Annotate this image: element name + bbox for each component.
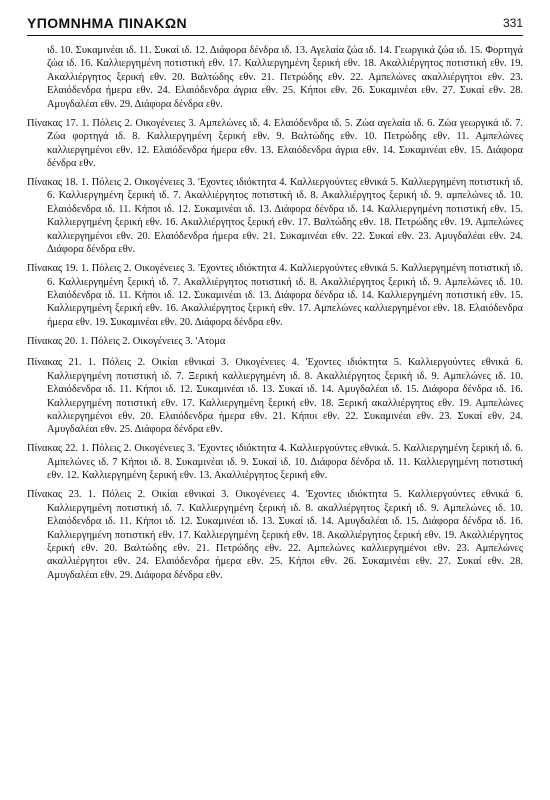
table-entry-18: Πίνακας 18. 1. Πόλεις 2. Οικογένειες 3. 'Εχοντες ιδιόκτητα 4. Καλλιεργούντες εθνικά 5. Καλλιεργημένη ποτιστική ιδ. 6. Καλλιεργημένη ξερική ιδ. 7. Ακαλλιέργητος ποτιστική ιδ. 8. Ακαλλιέργητος ξερική ιδ. 9. αμπελώνες ιδ. 10. Ελαιόδενδρα ιδ. 11. Κήποι ιδ. 12. Συκαμινέαι ιδ. 13. Διάφορα δένδρα ιδ. 14. Καλλιεργημένη ποτιστική εθν. 15. Καλλιεργημένη ξερική εθν. 16. Ακαλλιέργητος ξερική εθν. 17. Βαλτώδης εθν. 18. Πετρώδης εθν. 19. Αμπελώνες καλλιεργημένοι εθν. 20. Ελαιόδενδρα ήμερα εθν. 21. Συκαμινέαι εθν. 22. Συκαί εθν. 23. Αμυγδαλέαι εθν. 24. Διάφορα δένδρα εθν. [27,177,523,256]
continued-entry: ιδ. 10. Συκαμινέαι ιδ. 11. Συκαί ιδ. 12. Διάφορα δένδρα ιδ. 13. Αγελαία ζώα ιδ. 14. Γεωργικά ζώα ιδ. 15. Φορτηγά ζώα ιδ. 16. Καλλιεργημένη ποτιστική εθν. 17. Καλλιεργημένη ξερική εθν. 18. Ακαλλιέργητος ποτιστική εθν. 19. Ακαλλιέργητος ξερική εθν. 20. Βαλτώδης εθν. 21. Πετρώδης εθν. 22. Αμπελώνες ακαλλιέργητοι εθν. 23. Ελαιόδενδρα ήμερα εθν. 24. Ελαιόδενδρα άγρια εθν. 25. Κήποι εθν. 26. Συκαμινέαι εθν. 27. Συκαί εθν. 28. Αμυγδαλέαι εθν. 29. Διάφορα δένδρα εθν. [47,45,523,110]
table-entry-17: Πίνακας 17. 1. Πόλεις 2. Οικογένειες 3. Αμπελώνες ιδ. 4. Ελαιόδενδρα ιδ. 5. Ζώα αγελαία ιδ. 6. Ζώα γεωργικά ιδ. 7. Ζώα φορτηγά ιδ. 8. Καλλιεργημένη ξερική εθν. 9. Βαλτώδης εθν. 10. Πετρώδης εθν. 11. Αμπελώνες καλλιεργημένοι εθν. 12. Ελαιόδενδρα ήμερα εθν. 13. Ελαιόδενδρα άγρια εθν. 14. Συκαμινέαι εθν. 15. Διάφορα δένδρα εθν. [27,117,523,169]
table-entry-20: Πίνακας 20. 1. Πόλεις 2. Οικογένειες 3. 'Ατομα [27,335,226,347]
running-title: ΥΠΟΜΝΗΜΑ ΠΙΝΑΚΩΝ [27,15,187,31]
table-entry-19: Πίνακας 19. 1. Πόλεις 2. Οικογένειες 3. 'Εχοντες ιδιόκτητα 4. Καλλιεργούντες εθνικά 5. Καλλιεργημένη ποτιστική ιδ. 6. Καλλιεργημένη ξερική ιδ. 7. Ακαλλιέργητος ποτιστική ιδ. 8. Ακαλλιέργητος ξερική ιδ. 9. Αμπελώνες ιδ. 10. Ελαιόδενδρα ιδ. 11. Κήποι ιδ. 12. Συκαμινέαι ιδ. 13. Διάφορα δένδρα ιδ. 14. Καλλιεργημένη ποτιστική εθν. 15. Καλλιεργημένη ξερική εθν. 16. Ακαλλιέργητος ξερική εθν. 17. Αμπελώνες καλλιεργημένοι εθν. 18. Ελαιόδενδρα ήμερα εθν. 19. Συκαμινέαι εθν. 20. Διάφορα δένδρα εθν. [27,263,523,328]
table-legend-list [27,44,523,588]
page-header [27,13,523,36]
table-entry-22: Πίνακας 22. 1. Πόλεις 2. Οικογένειες 3. 'Εχοντες ιδιόκτητα 4. Καλλιεργούντες εθνικά. 5. Καλλιεργημένη ξερική ιδ. 6. Αμπελώνες ιδ. 7 Κήποι ιδ. 8. Συκαμινέαι ιδ. 9. Συκαί ιδ. 10. Διάφορα δένδρα ιδ. 11. Καλλιεργημένη ποτιστική εθν. 12. Καλλιεργημένη ξερική εθν. 13. Ακαλλιέργητος ξερική εθν. [27,443,523,482]
table-entry-23: Πίνακας 23. 1. Πόλεις 2. Οικίαι εθνικαί 3. Οικογένειες 4. 'Εχοντες ιδιόκτητα 5. Καλλιεργούντες εθνικά 6. Καλλιεργημένη ποτιστική ιδ. 7. Καλλιεργημένη ξερική ιδ. 8. ακαλλιέργητος ξερική ιδ. 9. Αμπελώνες ιδ. 10. Ελαιόδενδρα ιδ. 11. Κήποι ιδ. 12. Συκαμινέαι ιδ. 13. Συκαί ιδ. 14. Αμυγδαλέαι ιδ. 15. Διάφορα δένδρα ιδ. 16. Καλλιεργημένη ποτιστική εθν. 17. Καλλιεργημένη ξερική εθν. 18. Ακαλλιέργητος ξερική εθν. 19. Ακαλλιέργητος ξερική εθν. 20. Βαλτώδης εθν. 21. Πετρώδης εθν. 22. Αμπελώνες καλλιεργημένοι εθν. 23. Αμπελώνες ακαλλιέργητοι εθν. 24. Ελαιόδενδρα ήμερα εθν. 25. Κήποι εθν. 26. Συκαμινέαι εθν. 27. Συκαί εθν. 28. Αμυγδαλέαι εθν. 29. Διάφορα δένδρα εθν. [27,489,523,581]
page-number: 331 [502,16,523,30]
table-entry-21: Πίνακας 21. 1. Πόλεις 2. Οικίαι εθνικαί 3. Οικογένειες 4. 'Εχοντες ιδιόκτητα 5. Καλλιεργούντες εθνικά 6. Καλλιεργημένη ποτιστική ιδ. 7. Ξερική καλλιεργημένη ιδ. 8. Ακαλλιέργητος ξερική ιδ. 9. Αμπελώνες ιδ. 10. Ελαιόδενδρα ιδ. 11. Κήποι ιδ. 12. Συκαμινέαι ιδ. 13. Συκαί ιδ. 14. Αμυγδαλέαι ιδ. 15. Διάφορα δένδρα ιδ. 16. Καλλιεργημένη ποτιστική εθν. 17. Καλλιεργημένη ξερική εθν. 18. Ξερική ακαλλιέργητος εθν. 19. Αμπελώνες καλλιεργημένοι εθν. 20. Ελαιόδενδρα ήμερα εθν. 21. Κήποι εθν. 22. Συκαμινέαι εθν. 23. Συκαί εθν. 24. Αμυγδαλέαι εθν. 25. Διάφορα δένδρα εθν. [27,357,523,436]
